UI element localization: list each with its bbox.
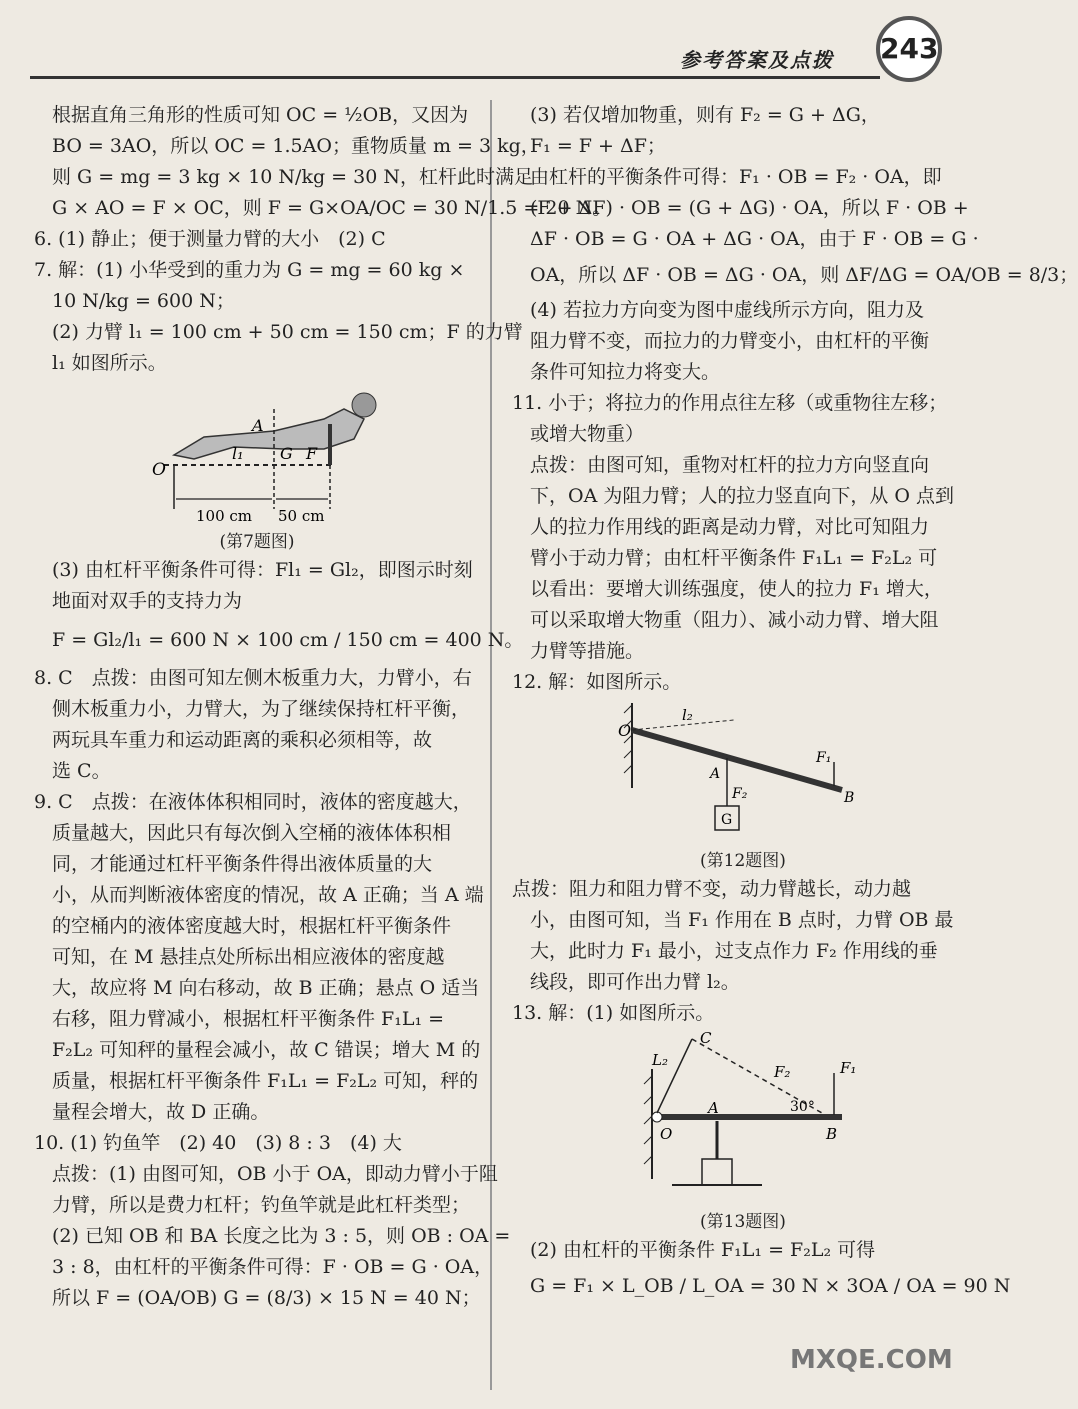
label-O: O xyxy=(660,1125,673,1143)
text-line: 可以采取增大物重（阻力）、减小动力臂、增大阻 xyxy=(530,609,939,631)
text-line: 点拨：由图可知，重物对杠杆的拉力方向竖直向 xyxy=(530,454,930,476)
text-line: 阻力臂不变，而拉力的力臂变小，由杠杆的平衡 xyxy=(530,330,930,352)
answer-6: 6. (1) 静止；便于测量力臂的大小 (2) C xyxy=(34,228,386,250)
label-G: G xyxy=(721,812,733,828)
text-line: 人的拉力作用线的距离是动力臂，对比可知阻力 xyxy=(530,516,930,538)
text-line: F₂L₂ 可知秤的量程会减小，故 C 错误；增大 M 的 xyxy=(52,1039,481,1061)
answer-11: 11. 小于；将拉力的作用点往左移（或重物往左移； xyxy=(512,392,948,414)
label-l1: l₁ xyxy=(232,444,244,463)
label-O: O xyxy=(152,460,166,480)
label-F: F xyxy=(306,444,318,463)
column-divider xyxy=(490,100,492,1390)
label-F2: F₂ xyxy=(774,1063,791,1081)
text-line: 条件可知拉力将变大。 xyxy=(530,361,721,383)
text-line: 下，OA 为阻力臂；人的拉力竖直向下，从 O 点到 xyxy=(530,485,954,507)
answer-7: 7. 解：(1) 小华受到的重力为 G = mg = 60 kg × xyxy=(34,259,465,281)
text-line: 10 N/kg = 600 N； xyxy=(52,290,235,312)
label-G: G xyxy=(280,444,293,463)
label-O: O xyxy=(618,721,632,740)
text-line: 可知，在 M 悬挂点处所标出相应液体的密度越 xyxy=(52,946,445,968)
formula-line: G = F₁ × L_OB / L_OA = 30 N × 3OA / OA = 90 N xyxy=(530,1275,1011,1297)
label-F2: F₂ xyxy=(732,786,748,802)
label-F1: F₁ xyxy=(816,750,832,766)
text-line: (3) 若仅增加物重，则有 F₂ = G + ΔG， xyxy=(530,104,880,126)
text-line: 力臂等措施。 xyxy=(530,640,645,662)
text-line: 质量越大，因此只有每次倒入空桶的液体体积相 xyxy=(52,822,452,844)
text-line: 的空桶内的液体密度越大时，根据杠杆平衡条件 xyxy=(52,915,452,937)
figure-12-caption: (第12题图) xyxy=(700,851,786,871)
formula-line: 所以 F = (OA/OB) G = (8/3) × 15 N = 40 N； xyxy=(52,1287,481,1309)
text-line: 右移，阻力臂减小，根据杠杆平衡条件 F₁L₁ = xyxy=(52,1008,445,1030)
text-line: 点拨：阻力和阻力臂不变，动力臂越长，动力越 xyxy=(512,878,912,900)
figure-13-caption: (第13题图) xyxy=(700,1212,786,1232)
dim-50cm: 50 cm xyxy=(278,507,325,525)
figure-7-caption: (第7题图) xyxy=(219,532,295,552)
answer-12: 12. 解：如图所示。 xyxy=(512,671,682,693)
label-B: B xyxy=(844,790,855,806)
text-line: 量程会增大，故 D 正确。 xyxy=(52,1101,270,1123)
formula-line: F = Gl₂/l₁ = 600 N × 100 cm / 150 cm = 400 N。 xyxy=(52,629,524,651)
lever-diagram-12 xyxy=(512,698,974,848)
text-line: G × AO = F × OC，则 F = G×OA/OC = 30 N/1.5 = 20 N。 xyxy=(52,197,612,219)
text-line: 小，从而判断液体密度的情况，故 A 正确；当 A 端 xyxy=(52,884,484,906)
label-angle: 30° xyxy=(790,1099,815,1115)
text-line: OA，所以 ΔF · OB = ΔG · OA，则 ΔF/ΔG = OA/OB = 8/3； xyxy=(530,264,1078,286)
text-line: (3) 由杠杆平衡条件可得：Fl₁ = Gl₂，即图示时刻 xyxy=(52,559,473,581)
text-line: 两玩具车重力和运动距离的乘积必须相等，故 xyxy=(52,729,433,751)
label-C: C xyxy=(700,1029,712,1047)
label-B: B xyxy=(826,1125,838,1143)
text-line: 质量，根据杠杆平衡条件 F₁L₁ = F₂L₂ 可知，秤的 xyxy=(52,1070,479,1092)
text-line: 选 C。 xyxy=(52,760,111,782)
text-line: 根据直角三角形的性质可知 OC = ½OB，又因为 xyxy=(52,104,469,126)
figure-12 xyxy=(512,698,974,874)
text-line: (2) 已知 OB 和 BA 长度之比为 3 : 5，则 OB : OA = xyxy=(52,1225,511,1247)
text-line: 或增大物重） xyxy=(530,423,645,445)
text-line: 以看出：要增大训练强度，使人的拉力 F₁ 增大， xyxy=(530,578,943,600)
label-A: A xyxy=(252,416,264,435)
text-line: (4) 若拉力方向变为图中虚线所示方向，阻力及 xyxy=(530,299,924,321)
label-A: A xyxy=(710,766,721,782)
label-F1: F₁ xyxy=(840,1059,857,1077)
text-line: 力臂，所以是费力杠杆；钓鱼竿就是此杠杆类型； xyxy=(52,1194,471,1216)
right-column xyxy=(512,100,1078,1306)
watermark: MXQE.COM xyxy=(790,1345,953,1375)
label-L2: L₂ xyxy=(652,1051,668,1069)
text-line: l₁ 如图所示。 xyxy=(52,352,167,374)
text-line: 则 G = mg = 3 kg × 10 N/kg = 30 N，杠杆此时满足 xyxy=(52,166,533,188)
text-line: 线段，即可作出力臂 l₂。 xyxy=(530,971,740,993)
text-line: 臂小于动力臂；由杠杆平衡条件 F₁L₁ = F₂L₂ 可 xyxy=(530,547,938,569)
header-rule xyxy=(30,76,880,79)
figure-7 xyxy=(34,379,480,555)
text-line: 由杠杆的平衡条件可得：F₁ · OB = F₂ · OA，即 xyxy=(530,166,942,188)
answer-8: 8. C 点拨：由图可知左侧木板重力大，力臂小，右 xyxy=(34,667,472,689)
label-l2: l₂ xyxy=(682,706,693,724)
answer-10: 10. (1) 钓鱼竿 (2) 40 (3) 8 : 3 (4) 大 xyxy=(34,1132,402,1154)
pushup-diagram xyxy=(34,379,480,529)
text-line: 大，此时力 F₁ 最小，过支点作力 F₂ 作用线的垂 xyxy=(530,940,938,962)
text-line: 点拨：(1) 由图可知，OB 小于 OA，即动力臂小于阻 xyxy=(52,1163,498,1185)
label-A: A xyxy=(708,1099,719,1117)
lever-diagram-13 xyxy=(512,1029,974,1209)
answer-13: 13. 解：(1) 如图所示。 xyxy=(512,1002,715,1024)
answer-9: 9. C 点拨：在液体体积相同时，液体的密度越大， xyxy=(34,791,472,813)
page-number-badge xyxy=(876,16,942,82)
text-line: (2) 力臂 l₁ = 100 cm + 50 cm = 150 cm；F 的力臂 xyxy=(52,321,523,343)
text-line: ΔF · OB = G · OA + ΔG · OA，由于 F · OB = G · xyxy=(530,228,979,250)
page-number: 243 xyxy=(880,32,939,65)
text-line: (2) 由杠杆的平衡条件 F₁L₁ = F₂L₂ 可得 xyxy=(530,1239,876,1261)
text-line: 大，故应将 M 向右移动，故 B 正确；悬点 O 适当 xyxy=(52,977,480,999)
header-title: 参考答案及点拨 xyxy=(680,48,834,72)
text-line: 侧木板重力小，力臂大，为了继续保持杠杆平衡， xyxy=(52,698,471,720)
figure-13 xyxy=(512,1029,974,1235)
text-line: 同，才能通过杠杆平衡条件得出液体质量的大 xyxy=(52,853,433,875)
text-line: 小，由图可知，当 F₁ 作用在 B 点时，力臂 OB 最 xyxy=(530,909,954,931)
text-line: (F + ΔF) · OB = (G + ΔG) · OA，所以 F · OB + xyxy=(530,197,969,219)
text-line: 地面对双手的支持力为 xyxy=(52,590,243,612)
text-line: F₁ = F + ΔF； xyxy=(530,135,666,157)
text-line: BO = 3AO，所以 OC = 1.5AO；重物质量 m = 3 kg， xyxy=(52,135,540,157)
page-header xyxy=(0,0,1000,95)
dim-100cm: 100 cm xyxy=(196,507,253,525)
text-line: 3 : 8，由杠杆的平衡条件可得：F · OB = G · OA， xyxy=(52,1256,494,1278)
